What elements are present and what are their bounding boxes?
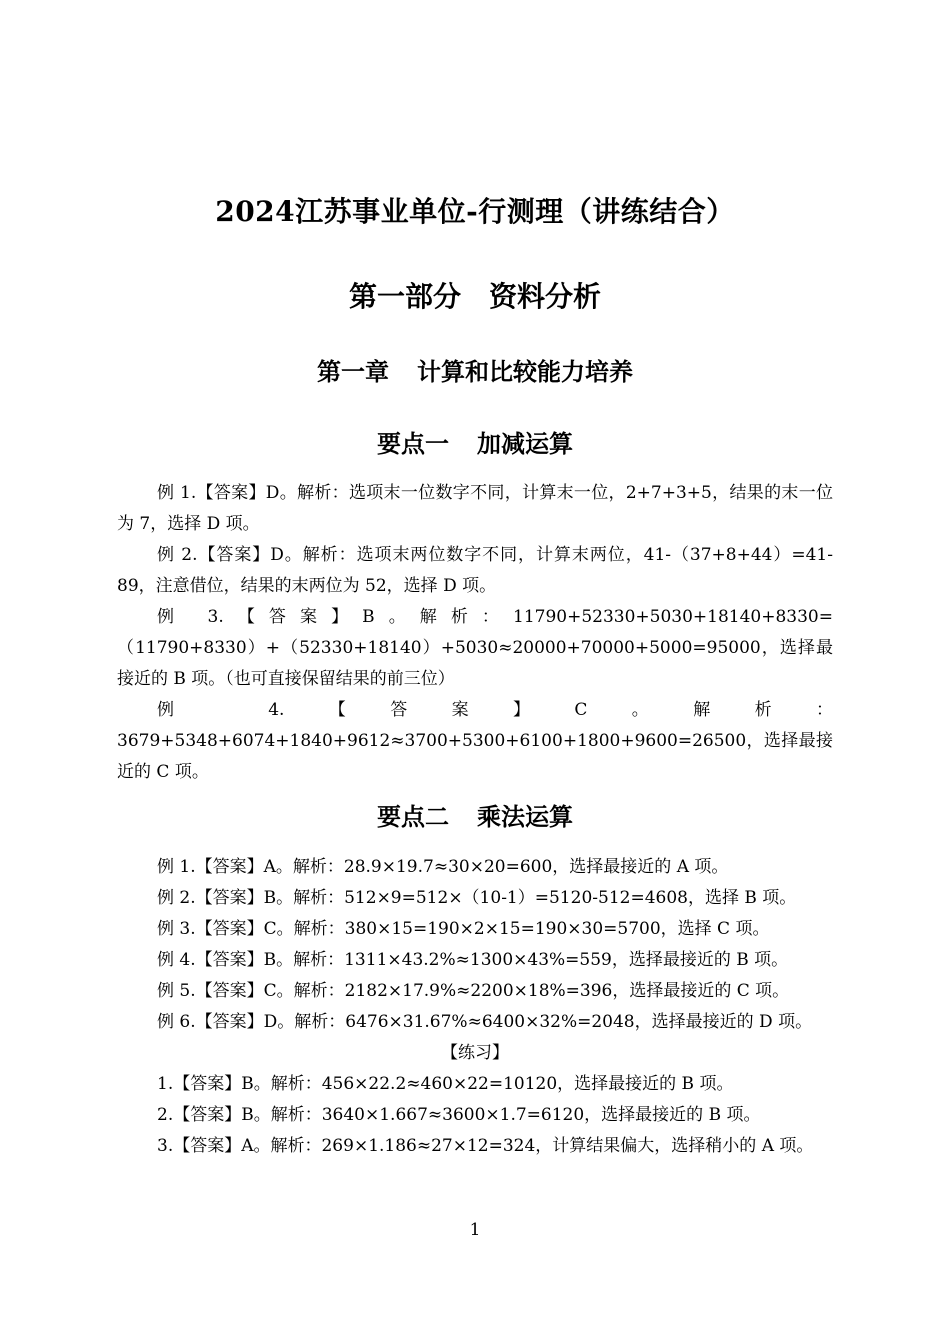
section-1-label: 要点一 (377, 429, 449, 458)
chapter-title (0, 352, 950, 387)
section-1-name: 加减运算 (477, 429, 573, 458)
section-2-content (117, 852, 833, 1162)
part-name: 资料分析 (489, 280, 602, 313)
section-2-example-4: 例 4.【答案】B。解析：1311×43.2%≈1300×43%=559，选择最接近的 B 项。 (157, 950, 789, 970)
section-2-example-2: 例 2.【答案】B。解析：512×9=512×（10-1）=5120-512=4608，选择 B 项。 (157, 888, 797, 908)
part-title (0, 275, 950, 315)
part-label: 第一部分 (348, 280, 461, 313)
practice-item-3: 3.【答案】A。解析：269×1.186≈27×12=324，计算结果偏大，选择稍小的 A 项。 (157, 1136, 814, 1156)
section-2-example-1: 例 1.【答案】A。解析：28.9×19.7≈30×20=600，选择最接近的 A 项。 (157, 857, 729, 877)
practice-item-1: 1.【答案】B。解析：456×22.2≈460×22=10120，选择最接近的 B 项。 (157, 1074, 734, 1094)
practice-heading: 【练习】 (441, 1043, 509, 1063)
section-title-2 (0, 797, 950, 832)
section-1-example-3: 例 3.【答案】B。解析：11790+52330+5030+18140+8330=（11790+8330）+（52330+18140）+5030≈20000+70000+5000=95000，选择最接近的 B 项。（也可直接保留结果的前三位） (117, 607, 833, 689)
section-1-example-4: 例 4.【答案】C。解析：3679+5348+6074+1840+9612≈3700+5300+6100+1800+9600=26500，选择最接近的 C 项。 (117, 700, 833, 782)
section-1-example-2: 例 2.【答案】D。解析：选项末两位数字不同，计算末两位，41-（37+8+44）=41-89，注意借位，结果的末两位为 52，选择 D 项。 (117, 545, 833, 596)
section-2-example-6: 例 6.【答案】D。解析：6476×31.67%≈6400×32%=2048，选择最接近的 D 项。 (157, 1012, 813, 1032)
practice-item-2: 2.【答案】B。解析：3640×1.667≈3600×1.7=6120，选择最接近的 B 项。 (157, 1105, 761, 1125)
document-title: 2024江苏事业单位-行测理（讲练结合） (215, 195, 735, 228)
section-1-content (117, 478, 833, 788)
section-1-example-1: 例 1.【答案】D。解析：选项末一位数字不同，计算末一位，2+7+3+5，结果的末一位为 7，选择 D 项。 (117, 483, 833, 534)
page-number: 1 (469, 1220, 481, 1240)
section-2-example-3: 例 3.【答案】C。解析：380×15=190×2×15=190×30=5700，选择 C 项。 (157, 919, 770, 939)
chapter-label: 第一章 (317, 357, 389, 386)
section-2-label: 要点二 (377, 802, 449, 831)
section-title-1 (0, 424, 950, 459)
chapter-name: 计算和比较能力培养 (417, 357, 633, 386)
section-2-name: 乘法运算 (477, 802, 573, 831)
section-2-example-5: 例 5.【答案】C。解析：2182×17.9%≈2200×18%=396，选择最接近的 C 项。 (157, 981, 790, 1001)
